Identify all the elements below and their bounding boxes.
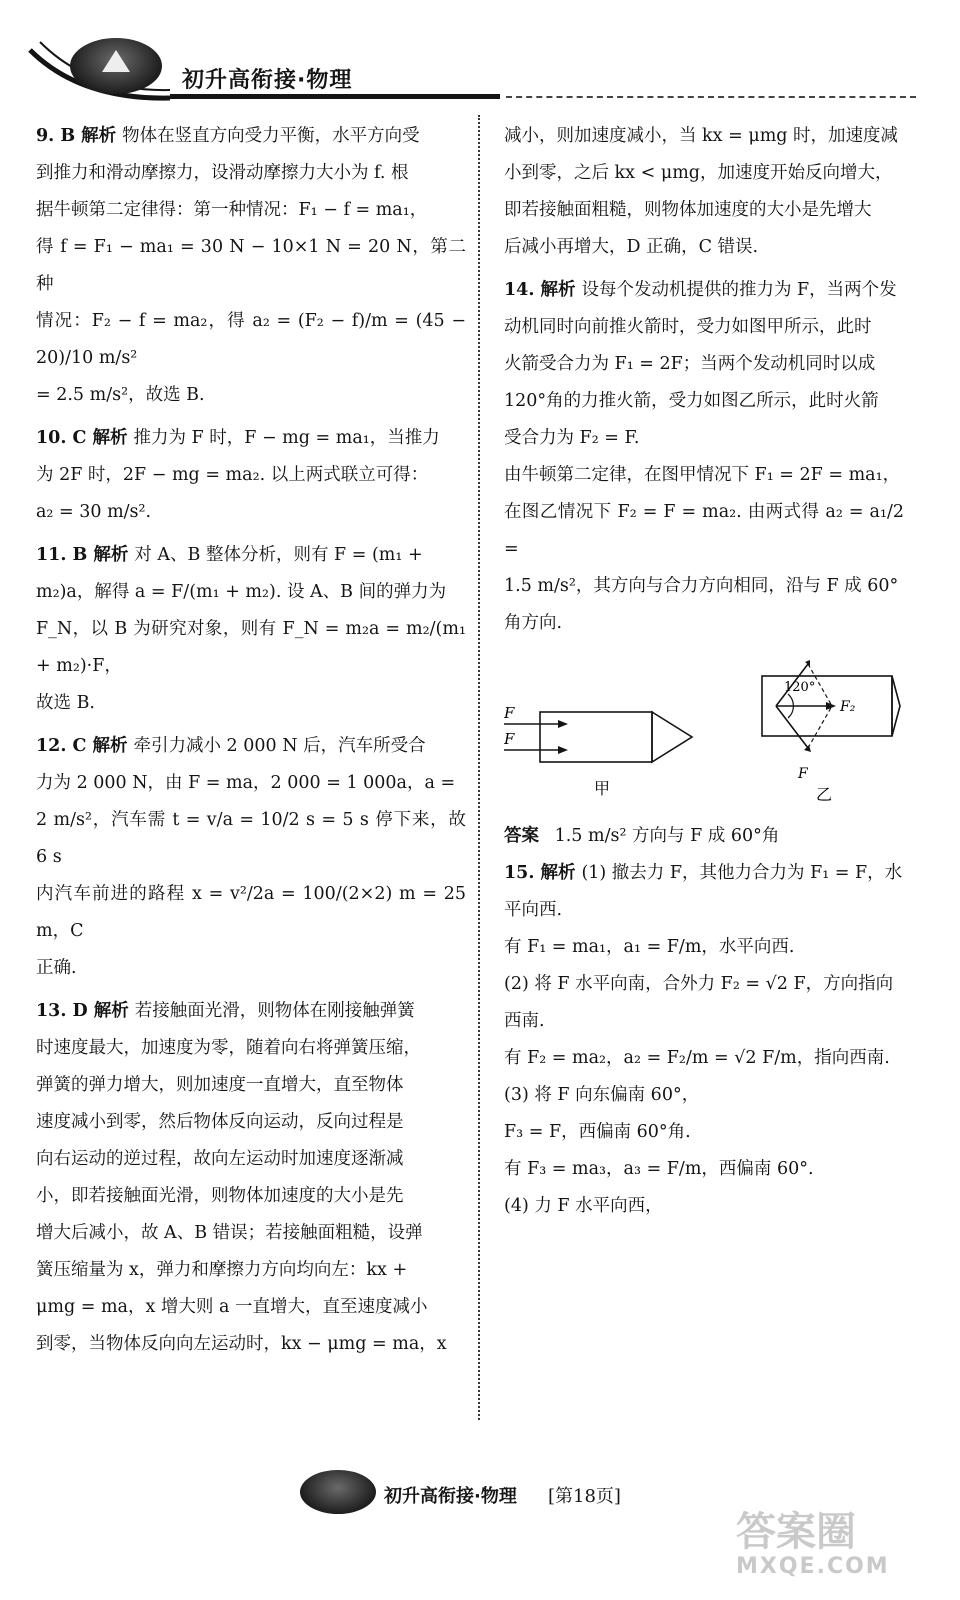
line-text: 平向西. (504, 900, 563, 920)
text-line (504, 1003, 904, 1040)
text-line (36, 685, 466, 722)
text-line (36, 457, 466, 494)
text-line (504, 192, 904, 229)
text-line (504, 1188, 904, 1225)
line-text: 弹簧的弹力增大，则加速度一直增大，直至物体 (36, 1075, 404, 1095)
line-text: 到零，当物体反向向左运动时，kx − μmg = ma，x (36, 1334, 447, 1354)
question-number: 12. C (36, 736, 87, 756)
question-number: 14. (504, 280, 535, 300)
rocket-jia (504, 712, 692, 762)
answer-block-q10 (36, 420, 466, 531)
answer-block-q12 (36, 728, 466, 987)
line-text: 小到零，之后 kx < μmg，加速度开始反向增大， (504, 163, 893, 183)
text-line (504, 1077, 904, 1114)
text-line (36, 192, 466, 229)
text-line (36, 537, 466, 574)
text-line (504, 855, 904, 892)
text-line (504, 272, 904, 309)
question-number: 10. C (36, 428, 87, 448)
analysis-label: 解析 (93, 1001, 129, 1021)
yi-resultant-label: F₂ (840, 699, 856, 715)
text-line (36, 950, 466, 987)
line-text: 正确. (36, 958, 77, 978)
line-text: (2) 将 F 水平向南，合外力 F₂ = √2 F，方向指向 (504, 974, 894, 994)
force-diagram (504, 654, 904, 814)
line-text: 动机同时向前推火箭时，受力如图甲所示，此时 (504, 317, 872, 337)
column-divider (478, 115, 480, 1420)
book-logo-icon (70, 38, 162, 94)
line-text: (1) 撤去力 F，其他力合力为 F₁ = F，水 (581, 863, 903, 883)
line-text: 为 2F 时，2F − mg = ma₂. 以上两式联立可得： (36, 465, 429, 485)
line-text: 内汽车前进的路程 x = v²/2a = 100/(2×2) m = 25 m，C (36, 884, 466, 941)
line-text: 有 F₁ = ma₁，a₁ = F/m，水平向西. (504, 937, 795, 957)
caption-yi: 乙 (816, 785, 833, 804)
line-text: 火箭受合力为 F₁ = 2F；当两个发动机同时以成 (504, 354, 876, 374)
text-line (504, 1151, 904, 1188)
jia-force-label-top: F (504, 704, 515, 722)
analysis-label: 解析 (540, 280, 576, 300)
line-text: 若接触面光滑，则物体在刚接触弹簧 (134, 1001, 415, 1021)
line-text: F₃ = F，西偏南 60°角. (504, 1122, 691, 1142)
line-text: 2 m/s²，汽车需 t = v/a = 10/2 s = 5 s 停下来，故 6 s (36, 810, 466, 867)
yi-force-label: F (798, 766, 808, 782)
watermark (736, 1510, 916, 1590)
answer-block-q9 (36, 118, 466, 414)
question-number: 13. D (36, 1001, 88, 1021)
text-line (36, 1252, 466, 1289)
question-number: 11. B (36, 545, 88, 565)
line-text: 受合力为 F₂ = F. (504, 428, 640, 448)
answer-label: 答案 (504, 826, 539, 846)
text-line (36, 1104, 466, 1141)
line-text: 到推力和滑动摩擦力，设滑动摩擦力大小为 f. 根 (36, 163, 409, 183)
text-line (36, 494, 466, 531)
line-text: 速度减小到零，然后物体反向运动，反向过程是 (36, 1112, 404, 1132)
text-line (504, 494, 904, 568)
text-line (504, 892, 904, 929)
text-line (504, 966, 904, 1003)
line-text: 增大后减小，故 A、B 错误；若接触面粗糙，设弹 (36, 1223, 423, 1243)
analysis-label: 解析 (540, 863, 576, 883)
text-line (36, 765, 466, 802)
line-text: 角方向. (504, 613, 563, 633)
question-number: 9. B (36, 126, 76, 146)
line-text: 有 F₃ = ma₃，a₃ = F/m，西偏南 60°. (504, 1159, 814, 1179)
line-text: 120°角的力推火箭，受力如图乙所示，此时火箭 (504, 391, 879, 411)
text-line (36, 802, 466, 876)
footer-logo-icon (300, 1470, 376, 1514)
text-line (504, 309, 904, 346)
line-text: 向右运动的逆过程，故向左运动时加速度逐渐减 (36, 1149, 404, 1169)
line-text: 小，即若接触面光滑，则物体加速度的大小是先 (36, 1186, 404, 1206)
text-line (504, 346, 904, 383)
text-line (36, 574, 466, 611)
line-text: a₂ = 30 m/s². (36, 502, 152, 522)
line-text: 时速度最大，加速度为零，随着向右将弹簧压缩， (36, 1038, 421, 1058)
text-line (36, 420, 466, 457)
page-number: [第18页] (548, 1486, 621, 1507)
line-text: (3) 将 F 向东偏南 60°， (504, 1085, 700, 1105)
footer-title: 初升高衔接·物理 (384, 1486, 517, 1507)
yi-angle-label: 120° (784, 680, 816, 695)
line-text: 推力为 F 时，F − mg = ma₁，当推力 (133, 428, 440, 448)
header-dashed-rule (506, 96, 916, 98)
line-text: F_N，以 B 为研究对象，则有 F_N = m₂a = m₂/(m₁ + m₂)·F， (36, 619, 466, 676)
line-text: 据牛顿第二定律得：第一种情况：F₁ − f = ma₁， (36, 200, 428, 220)
text-line (36, 229, 466, 303)
text-line (36, 1215, 466, 1252)
text-line (36, 1030, 466, 1067)
line-text: 得 f = F₁ − ma₁ = 30 N − 10×1 N = 20 N，第二种 (36, 237, 466, 294)
line-text: 在图乙情况下 F₂ = F = ma₂. 由两式得 a₂ = a₁/2 = (504, 502, 904, 559)
text-line (36, 377, 466, 414)
line-text: μmg = ma，x 增大则 a 一直增大，直至速度减小 (36, 1297, 428, 1317)
analysis-label: 解析 (93, 545, 129, 565)
line-text: 由牛顿第二定律，在图甲情况下 F₁ = 2F = ma₁， (504, 465, 901, 485)
analysis-label: 解析 (81, 126, 117, 146)
line-text: 物体在竖直方向受力平衡，水平方向受 (122, 126, 420, 146)
text-line (504, 1114, 904, 1151)
answer-block-q14 (504, 272, 904, 642)
watermark-bottom: MXQE.COM (736, 1554, 890, 1579)
text-line (36, 993, 466, 1030)
text-line (504, 383, 904, 420)
answer-text: 1.5 m/s² 方向与 F 成 60°角 (554, 826, 780, 846)
text-line (504, 605, 904, 642)
line-text: 簧压缩量为 x，弹力和摩擦力方向均向左：kx + (36, 1260, 408, 1280)
text-line (504, 118, 904, 155)
text-line (504, 457, 904, 494)
analysis-label: 解析 (92, 428, 128, 448)
line-text: 故选 B. (36, 693, 95, 713)
text-line (36, 1067, 466, 1104)
line-text: 情况：F₂ − f = ma₂，得 a₂ = (F₂ − f)/m = (45 − 20)/10 m/s² (36, 311, 466, 368)
text-line (36, 1326, 466, 1363)
right-column (504, 118, 904, 1231)
page-header (0, 0, 960, 110)
answer-block-q11 (36, 537, 466, 722)
answer-14 (504, 818, 904, 855)
rocket-force-figure (504, 654, 904, 814)
text-line (504, 229, 904, 266)
page-header-title: 初升高衔接·物理 (182, 68, 353, 93)
left-column (36, 118, 466, 1369)
text-line (504, 155, 904, 192)
text-line (36, 155, 466, 192)
text-line (504, 568, 904, 605)
line-text: = 2.5 m/s²，故选 B. (36, 385, 205, 405)
header-rule (170, 94, 500, 99)
line-text: 设每个发动机提供的推力为 F，当两个发 (581, 280, 897, 300)
text-line (36, 611, 466, 685)
line-text: 即若接触面粗糙，则物体加速度的大小是先增大 (504, 200, 872, 220)
text-line (36, 876, 466, 950)
watermark-top: 答案圈 (736, 1509, 856, 1555)
line-text: 对 A、B 整体分析，则有 F = (m₁ + (134, 545, 423, 565)
rocket-yi (762, 660, 900, 752)
text-line (36, 1289, 466, 1326)
answer-block-q13 (36, 993, 466, 1363)
line-text: (4) 力 F 水平向西， (504, 1196, 663, 1216)
answer-block-q15 (504, 855, 904, 1225)
answer-block-q13-cont (504, 118, 904, 266)
line-text: 减小，则加速度减小，当 kx = μmg 时，加速度减 (504, 126, 899, 146)
text-line (504, 929, 904, 966)
text-line (504, 1040, 904, 1077)
jia-force-label-bottom: F (504, 730, 515, 748)
line-text: 西南. (504, 1011, 545, 1031)
question-number: 15. (504, 863, 535, 883)
line-text: m₂)a，解得 a = F/(m₁ + m₂). 设 A、B 间的弹力为 (36, 582, 447, 602)
text-line (36, 728, 466, 765)
text-line (36, 1178, 466, 1215)
line-text: 力为 2 000 N，由 F = ma，2 000 = 1 000a，a = (36, 773, 456, 793)
text-line (36, 303, 466, 377)
text-line (504, 420, 904, 457)
caption-jia: 甲 (594, 779, 611, 798)
line-text: 1.5 m/s²，其方向与合力方向相同，沿与 F 成 60° (504, 576, 899, 596)
text-line (36, 1141, 466, 1178)
line-text: 有 F₂ = ma₂，a₂ = F₂/m = √2 F/m，指向西南. (504, 1048, 890, 1068)
analysis-label: 解析 (92, 736, 128, 756)
text-line (36, 118, 466, 155)
line-text: 后减小再增大，D 正确，C 错误. (504, 237, 759, 257)
line-text: 牵引力减小 2 000 N 后，汽车所受合 (133, 736, 426, 756)
